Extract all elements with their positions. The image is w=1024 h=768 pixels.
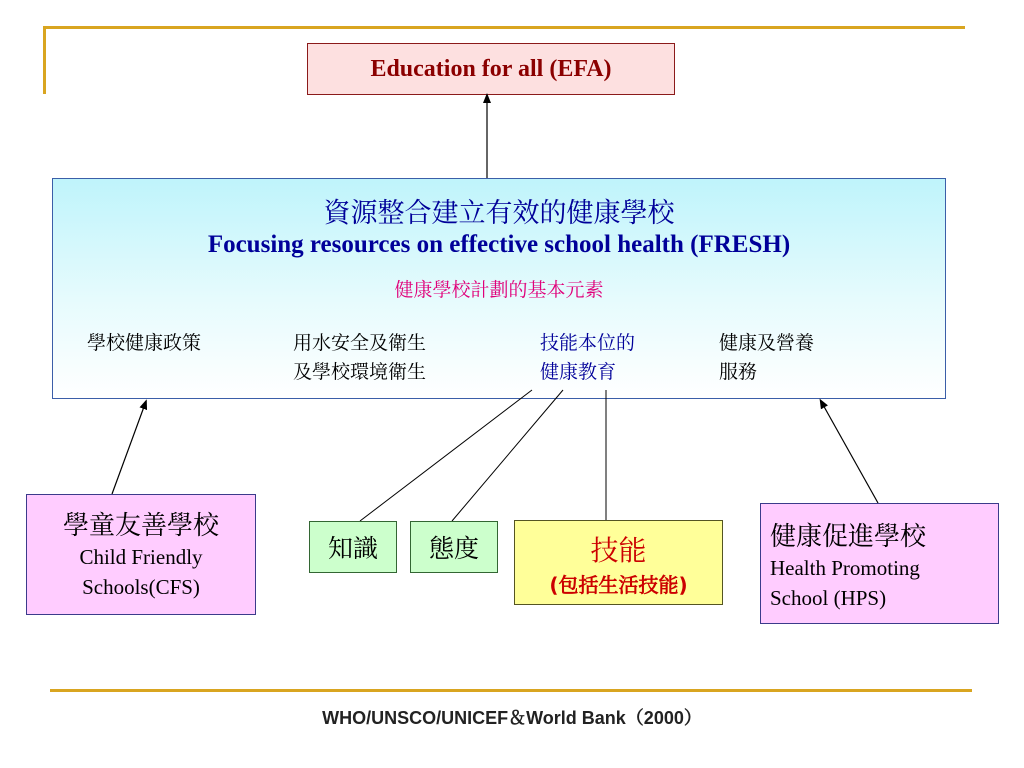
hps-box (760, 503, 999, 624)
hps-title-zh: 健康促進學校 (770, 522, 927, 552)
attitude-label: 態度 (428, 534, 479, 563)
component-line: 技能本位的 (540, 332, 636, 354)
knowledge-box (309, 521, 397, 573)
arrow-cfs-to-fresh (112, 404, 145, 494)
fresh-title-en: Focusing resources on effective school health (FRESH) (207, 231, 791, 258)
hps-line2: School (HPS) (770, 586, 887, 610)
component-line: 用水安全及衛生 (293, 332, 427, 354)
cfs-line2: Schools(CFS) (82, 575, 200, 599)
fresh-subtitle: 健康學校計劃的基本元素 (394, 279, 604, 301)
efa-label: Education for all (EFA) (370, 55, 612, 82)
skills-title: 技能 (590, 534, 647, 567)
line-knowledge (360, 390, 532, 521)
skills-subtitle: (包括生活技能) (549, 573, 688, 597)
knowledge-label: 知識 (327, 534, 378, 563)
line-attitude (452, 390, 563, 521)
component-line: 及學校環境衛生 (293, 361, 427, 383)
footer-accent-line (50, 689, 972, 692)
cfs-box (26, 494, 256, 615)
hps-line1: Health Promoting (770, 556, 920, 580)
attitude-box (410, 521, 498, 573)
arrow-hps-to-fresh (822, 403, 878, 503)
skills-box (514, 520, 723, 605)
cfs-line1: Child Friendly (79, 545, 203, 569)
fresh-title-zh: 資源整合建立有效的健康學校 (323, 198, 675, 229)
footer-citation: WHO/UNSCO/UNICEF＆World Bank（2000） (322, 708, 702, 728)
cfs-title-zh: 學童友善學校 (62, 511, 219, 541)
component-line: 健康教育 (540, 361, 617, 383)
component-line: 學校健康政策 (87, 332, 202, 354)
component-line: 健康及營養 (719, 332, 815, 354)
component-line: 服務 (719, 361, 758, 383)
